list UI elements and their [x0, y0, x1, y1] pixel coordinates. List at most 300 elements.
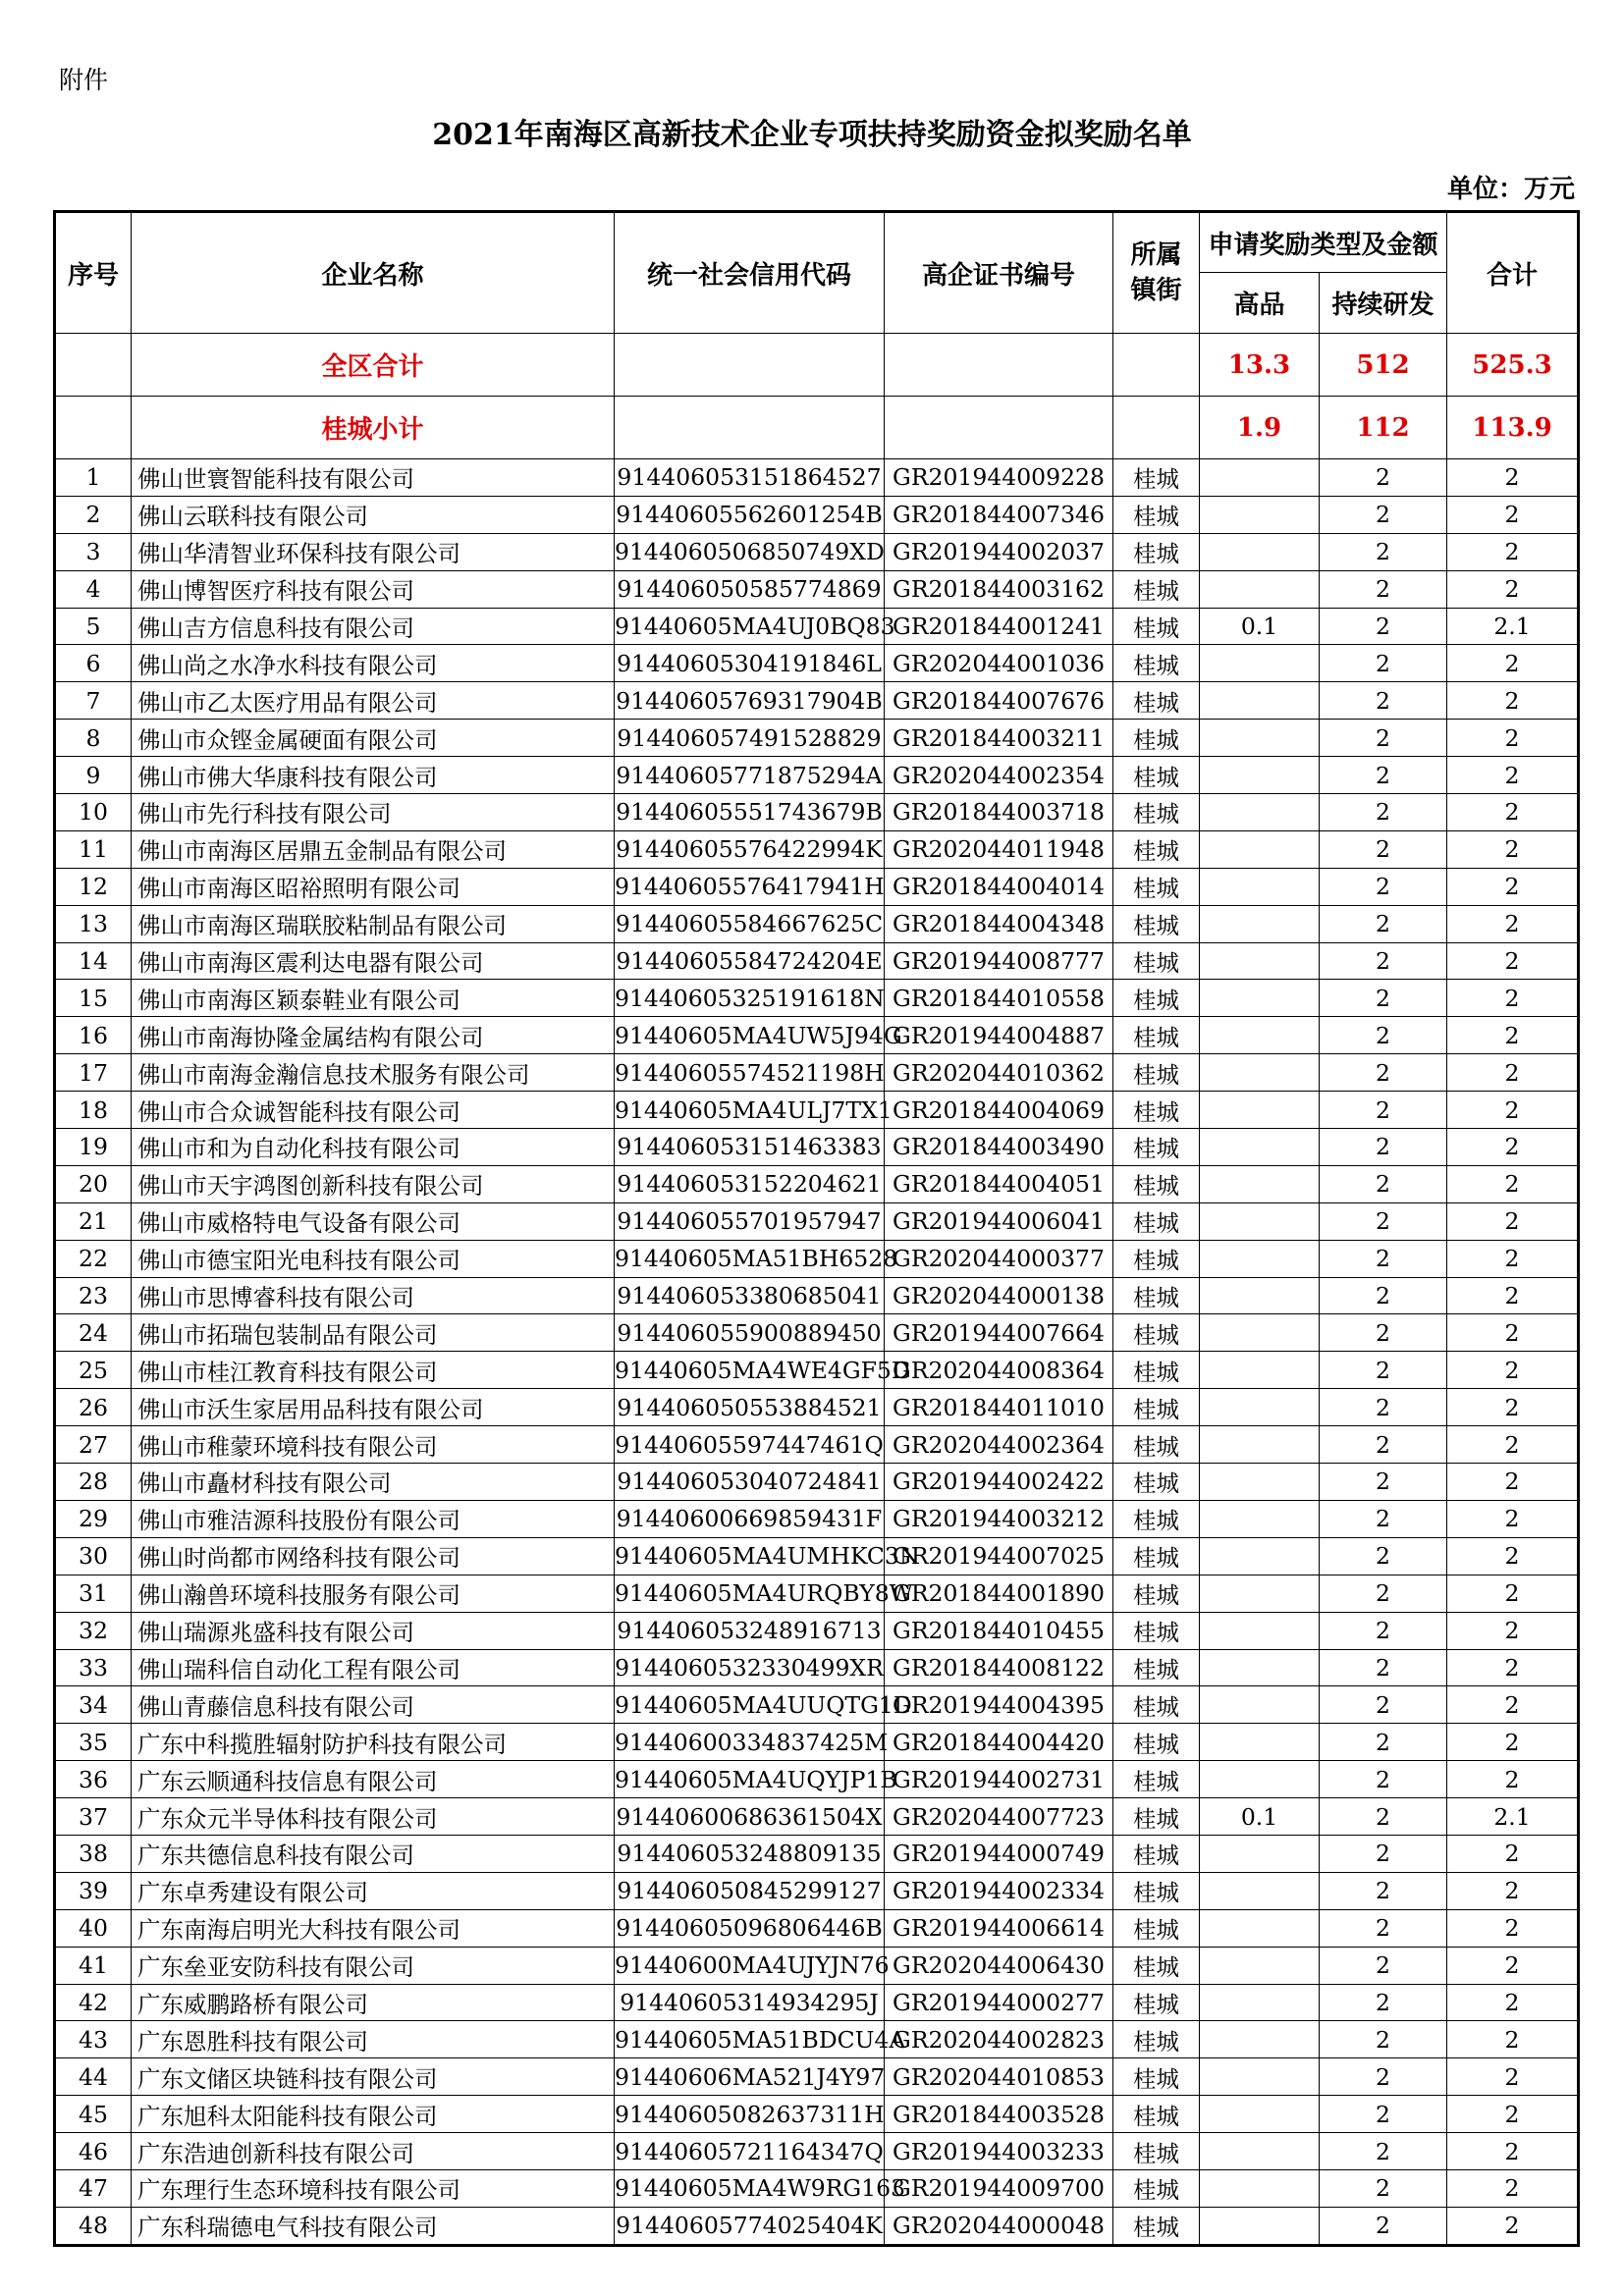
cell-company-name: 佛山青藤信息科技有限公司	[132, 1686, 615, 1724]
cell-award-rd: 2	[1320, 1761, 1447, 1798]
cell-award-hp	[1200, 2096, 1320, 2133]
table-row	[55, 794, 1579, 831]
cell-company-name: 佛山尚之水净水科技有限公司	[132, 645, 615, 682]
cell-total: 2	[1447, 1835, 1579, 1872]
cell-town: 桂城	[1113, 1612, 1200, 1649]
cell-total: 2	[1447, 1537, 1579, 1575]
cell-seq: 14	[55, 942, 132, 980]
cell-award-hp	[1200, 1835, 1320, 1872]
cell-cert-no: GR201944002422	[885, 1464, 1113, 1501]
cell-town: 桂城	[1113, 1165, 1200, 1202]
cell-town: 桂城	[1113, 1761, 1200, 1798]
cell-company-name: 佛山吉方信息科技有限公司	[132, 608, 615, 645]
table-row	[55, 2169, 1579, 2207]
cell-award-rd: 2	[1320, 1649, 1447, 1686]
cell-credit-code: 91440605576417941H	[615, 868, 885, 905]
cell-company-name: 佛山华清智业环保科技有限公司	[132, 533, 615, 570]
cell-total: 2	[1447, 2169, 1579, 2207]
cell-cert-no: GR201944000749	[885, 1835, 1113, 1872]
cell-award-hp	[1200, 496, 1320, 533]
cell-seq: 46	[55, 2133, 132, 2170]
table-row	[55, 2058, 1579, 2096]
header-credit-code: 统一社会信用代码	[615, 212, 885, 334]
table-row	[55, 682, 1579, 720]
cell-seq: 47	[55, 2169, 132, 2207]
cell-total: 2	[1447, 533, 1579, 570]
cell-town: 桂城	[1113, 682, 1200, 720]
cell-seq: 2	[55, 496, 132, 533]
cell-award-hp	[1200, 1500, 1320, 1537]
cell-total: 2	[1447, 1202, 1579, 1240]
cell-seq: 15	[55, 980, 132, 1017]
cell-company-name: 广东南海启明光大科技有限公司	[132, 1909, 615, 1947]
cell-company-name: 广东理行生态环境科技有限公司	[132, 2169, 615, 2207]
cell-award-rd: 2	[1320, 1947, 1447, 1984]
cell-total: 2	[1447, 682, 1579, 720]
cell-seq: 34	[55, 1686, 132, 1724]
cell-award-rd: 2	[1320, 980, 1447, 1017]
cell-seq: 9	[55, 757, 132, 794]
table-row	[55, 608, 1579, 645]
cell-seq: 26	[55, 1389, 132, 1426]
cell-total: 2	[1447, 2021, 1579, 2058]
table-row	[55, 1835, 1579, 1872]
cell-cert-no: GR201844003162	[885, 570, 1113, 608]
cell-award-rd: 2	[1320, 1054, 1447, 1092]
cell-town: 桂城	[1113, 868, 1200, 905]
cell-award-hp	[1200, 905, 1320, 942]
cell-cert-no: GR201844010455	[885, 1612, 1113, 1649]
table-row	[55, 868, 1579, 905]
cell-credit-code: 91440605MA4UJ0BQ83	[615, 608, 885, 645]
cell-company-name: 广东威鹏路桥有限公司	[132, 1984, 615, 2021]
cell-total: 2	[1447, 1761, 1579, 1798]
cell-town: 桂城	[1113, 2169, 1200, 2207]
cell-seq: 24	[55, 1314, 132, 1352]
cell-award-rd: 2	[1320, 1314, 1447, 1352]
cell-seq: 48	[55, 2207, 132, 2245]
cell-cert-no: GR201944000277	[885, 1984, 1113, 2021]
cell-seq: 28	[55, 1464, 132, 1501]
table-row	[55, 496, 1579, 533]
cell-company-name: 佛山市南海金瀚信息技术服务有限公司	[132, 1054, 615, 1092]
cell-town: 桂城	[1113, 1352, 1200, 1389]
cell-award-hp	[1200, 794, 1320, 831]
cell-town: 桂城	[1113, 1500, 1200, 1537]
cell-credit-code: 91440605597447461Q	[615, 1426, 885, 1464]
cell-award-hp: 0.1	[1200, 608, 1320, 645]
guicheng-subtotal-label: 桂城小计	[132, 397, 615, 459]
cell-company-name: 佛山市南海区昭裕照明有限公司	[132, 868, 615, 905]
cell-cert-no: GR202044002364	[885, 1426, 1113, 1464]
cell-cert-no: GR201844011010	[885, 1389, 1113, 1426]
cell-credit-code: 91440600334837425M	[615, 1724, 885, 1761]
cell-seq: 17	[55, 1054, 132, 1092]
cell-cert-no: GR201844004348	[885, 905, 1113, 942]
cell-seq: 5	[55, 608, 132, 645]
cell-total: 2	[1447, 2096, 1579, 2133]
cell-cert-no: GR202044011948	[885, 830, 1113, 868]
cell-company-name: 佛山市雅洁源科技股份有限公司	[132, 1500, 615, 1537]
table-row	[55, 570, 1579, 608]
unit-label: 单位：万元	[1446, 175, 1575, 204]
cell-award-rd: 2	[1320, 1909, 1447, 1947]
cell-cert-no: GR202044000048	[885, 2207, 1113, 2245]
cell-credit-code: 914406050553884521	[615, 1389, 885, 1426]
cell-total: 2	[1447, 1277, 1579, 1314]
cell-credit-code: 91440605MA51BH6528	[615, 1240, 885, 1277]
cell-town: 桂城	[1113, 830, 1200, 868]
cell-cert-no: GR202044007723	[885, 1798, 1113, 1836]
table-row	[55, 2021, 1579, 2058]
cell-total: 2	[1447, 459, 1579, 497]
cell-award-rd: 2	[1320, 2169, 1447, 2207]
district-total-row	[55, 334, 1579, 397]
cell-town: 桂城	[1113, 1017, 1200, 1054]
cell-credit-code: 91440605MA4W9RG163	[615, 2169, 885, 2207]
table-row	[55, 905, 1579, 942]
cell-award-hp	[1200, 1092, 1320, 1129]
cell-cert-no: GR201944003212	[885, 1500, 1113, 1537]
header-total: 合计	[1447, 212, 1579, 334]
cell-award-rd: 2	[1320, 608, 1447, 645]
cell-credit-code: 914406050845299127	[615, 1872, 885, 1909]
table-row	[55, 1129, 1579, 1166]
cell-total: 2	[1447, 1686, 1579, 1724]
cell-credit-code: 91440605769317904B	[615, 682, 885, 720]
table-row	[55, 1575, 1579, 1612]
cell-seq: 3	[55, 533, 132, 570]
cell-seq: 16	[55, 1017, 132, 1054]
cell-company-name: 佛山瑞源兆盛科技有限公司	[132, 1612, 615, 1649]
cell-company-name: 佛山市合众诚智能科技有限公司	[132, 1092, 615, 1129]
cell-award-rd: 2	[1320, 1872, 1447, 1909]
header-town	[1113, 212, 1200, 334]
cell-town: 桂城	[1113, 1575, 1200, 1612]
cell-company-name: 佛山市德宝阳光电科技有限公司	[132, 1240, 615, 1277]
table-row	[55, 942, 1579, 980]
cell-cert-no: GR202044008364	[885, 1352, 1113, 1389]
cell-credit-code: 91440605314934295J	[615, 1984, 885, 2021]
header-award-rd: 持续研发	[1320, 273, 1447, 334]
cell-seq: 25	[55, 1352, 132, 1389]
guicheng-subtotal-sum: 113.9	[1447, 397, 1579, 459]
cell-seq: 18	[55, 1092, 132, 1129]
cell-seq: 12	[55, 868, 132, 905]
cell-town: 桂城	[1113, 1835, 1200, 1872]
cell-credit-code: 91440605MA4ULJ7TX1	[615, 1092, 885, 1129]
cell-seq: 31	[55, 1575, 132, 1612]
cell-seq: 8	[55, 720, 132, 757]
cell-company-name: 佛山市乙太医疗用品有限公司	[132, 682, 615, 720]
table-row	[55, 1352, 1579, 1389]
table-row	[55, 1947, 1579, 1984]
cell-credit-code: 91440605771875294A	[615, 757, 885, 794]
cell-award-rd: 2	[1320, 905, 1447, 942]
cell-credit-code: 914406053151864527	[615, 459, 885, 497]
cell-award-hp	[1200, 1426, 1320, 1464]
cell-award-rd: 2	[1320, 1612, 1447, 1649]
cell-cert-no: GR201844004069	[885, 1092, 1113, 1129]
table-row	[55, 980, 1579, 1017]
header-cert-no: 高企证书编号	[885, 212, 1113, 334]
cell-total: 2	[1447, 1426, 1579, 1464]
cell-credit-code: 914406050585774869	[615, 570, 885, 608]
cell-cert-no: GR201944009700	[885, 2169, 1113, 2207]
cell-total: 2	[1447, 1464, 1579, 1501]
cell-award-hp	[1200, 1314, 1320, 1352]
cell-town: 桂城	[1113, 645, 1200, 682]
cell-company-name: 佛山市威格特电气设备有限公司	[132, 1202, 615, 1240]
cell-total: 2	[1447, 757, 1579, 794]
cell-award-hp	[1200, 1129, 1320, 1166]
guicheng-subtotal-row	[55, 397, 1579, 459]
cell-cert-no: GR201844004051	[885, 1165, 1113, 1202]
cell-cert-no: GR201944007025	[885, 1537, 1113, 1575]
cell-cert-no: GR201844008122	[885, 1649, 1113, 1686]
cell-company-name: 广东旭科太阳能科技有限公司	[132, 2096, 615, 2133]
table-row	[55, 533, 1579, 570]
cell-cert-no: GR201844003718	[885, 794, 1113, 831]
cell-award-hp	[1200, 830, 1320, 868]
cell-seq: 37	[55, 1798, 132, 1836]
cell-town: 桂城	[1113, 1054, 1200, 1092]
cell-company-name: 广东共德信息科技有限公司	[132, 1835, 615, 1872]
cell-total: 2	[1447, 1984, 1579, 2021]
cell-town: 桂城	[1113, 459, 1200, 497]
cell-total: 2	[1447, 720, 1579, 757]
cell-seq: 39	[55, 1872, 132, 1909]
cell-company-name: 佛山市先行科技有限公司	[132, 794, 615, 831]
cell-company-name: 佛山市天宇鸿图创新科技有限公司	[132, 1165, 615, 1202]
cell-award-hp	[1200, 1240, 1320, 1277]
cell-award-rd: 2	[1320, 794, 1447, 831]
cell-credit-code: 91440605576422994K	[615, 830, 885, 868]
cell-town: 桂城	[1113, 1277, 1200, 1314]
cell-town: 桂城	[1113, 570, 1200, 608]
table-row	[55, 1464, 1579, 1501]
cell-cert-no: GR201844001890	[885, 1575, 1113, 1612]
cell-credit-code: 91440605MA4UW5J94G	[615, 1017, 885, 1054]
cell-award-hp	[1200, 1464, 1320, 1501]
cell-award-hp	[1200, 1054, 1320, 1092]
cell-award-rd: 2	[1320, 1724, 1447, 1761]
cell-award-rd: 2	[1320, 1129, 1447, 1166]
header-seq: 序号	[55, 212, 132, 334]
cell-cert-no: GR202044001036	[885, 645, 1113, 682]
cell-total: 2.1	[1447, 608, 1579, 645]
cell-award-rd: 2	[1320, 2133, 1447, 2170]
cell-town: 桂城	[1113, 1686, 1200, 1724]
cell-cert-no: GR201844001241	[885, 608, 1113, 645]
cell-cert-no: GR202044000377	[885, 1240, 1113, 1277]
cell-credit-code: 914406053040724841	[615, 1464, 885, 1501]
cell-credit-code: 91440605304191846L	[615, 645, 885, 682]
cell-award-hp	[1200, 757, 1320, 794]
cell-town: 桂城	[1113, 1464, 1200, 1501]
cell-award-rd: 2	[1320, 720, 1447, 757]
cell-town: 桂城	[1113, 1240, 1200, 1277]
cell-award-hp	[1200, 1165, 1320, 1202]
table-row	[55, 1686, 1579, 1724]
cell-town: 桂城	[1113, 1537, 1200, 1575]
cell-town: 桂城	[1113, 1984, 1200, 2021]
cell-award-rd: 2	[1320, 682, 1447, 720]
cell-total: 2	[1447, 2133, 1579, 2170]
cell-seq: 38	[55, 1835, 132, 1872]
cell-seq: 7	[55, 682, 132, 720]
cell-credit-code: 914406057491528829	[615, 720, 885, 757]
cell-company-name: 佛山市和为自动化科技有限公司	[132, 1129, 615, 1166]
cell-seq: 30	[55, 1537, 132, 1575]
cell-cert-no: GR201944006614	[885, 1909, 1113, 1947]
header-name: 企业名称	[132, 212, 615, 334]
cell-seq: 29	[55, 1500, 132, 1537]
cell-credit-code: 914406053248809135	[615, 1835, 885, 1872]
cell-award-rd: 2	[1320, 496, 1447, 533]
table-row	[55, 459, 1579, 497]
cell-award-hp	[1200, 1537, 1320, 1575]
cell-town: 桂城	[1113, 942, 1200, 980]
cell-award-rd: 2	[1320, 868, 1447, 905]
cell-company-name: 广东众元半导体科技有限公司	[132, 1798, 615, 1836]
cell-credit-code: 9144060506850749XD	[615, 533, 885, 570]
cell-total: 2	[1447, 570, 1579, 608]
district-total-label: 全区合计	[132, 334, 615, 397]
table-row	[55, 2096, 1579, 2133]
cell-award-hp	[1200, 868, 1320, 905]
table-row	[55, 1500, 1579, 1537]
cell-town: 桂城	[1113, 2133, 1200, 2170]
cell-town: 桂城	[1113, 1798, 1200, 1836]
cell-award-rd: 2	[1320, 1277, 1447, 1314]
header-award-hp: 高品	[1200, 273, 1320, 334]
cell-total: 2	[1447, 1612, 1579, 1649]
cell-company-name: 广东浩迪创新科技有限公司	[132, 2133, 615, 2170]
cell-seq: 10	[55, 794, 132, 831]
cell-credit-code: 91440605MA4UMHKC3N	[615, 1537, 885, 1575]
cell-company-name: 佛山市南海协隆金属结构有限公司	[132, 1017, 615, 1054]
table-row	[55, 1724, 1579, 1761]
cell-credit-code: 91440605MA4UUQTG1D	[615, 1686, 885, 1724]
district-total-rd: 512	[1320, 334, 1447, 397]
cell-credit-code: 91440605325191618N	[615, 980, 885, 1017]
cell-town: 桂城	[1113, 1872, 1200, 1909]
cell-town: 桂城	[1113, 1129, 1200, 1166]
cell-town: 桂城	[1113, 757, 1200, 794]
cell-town: 桂城	[1113, 608, 1200, 645]
cell-award-hp	[1200, 1984, 1320, 2021]
cell-total: 2	[1447, 645, 1579, 682]
cell-award-hp	[1200, 1724, 1320, 1761]
cell-award-rd: 2	[1320, 533, 1447, 570]
cell-award-rd: 2	[1320, 942, 1447, 980]
cell-award-hp	[1200, 1277, 1320, 1314]
cell-award-hp	[1200, 1761, 1320, 1798]
district-total-hp: 13.3	[1200, 334, 1320, 397]
cell-credit-code: 91440605551743679B	[615, 794, 885, 831]
cell-seq: 21	[55, 1202, 132, 1240]
cell-award-rd: 2	[1320, 1537, 1447, 1575]
table-row	[55, 1054, 1579, 1092]
cell-award-hp	[1200, 942, 1320, 980]
table-row	[55, 1798, 1579, 1836]
cell-cert-no: GR201944008777	[885, 942, 1113, 980]
cell-seq: 27	[55, 1426, 132, 1464]
cell-cert-no: GR201844004420	[885, 1724, 1113, 1761]
cell-town: 桂城	[1113, 794, 1200, 831]
table-row	[55, 1426, 1579, 1464]
cell-credit-code: 91440605584667625C	[615, 905, 885, 942]
table-row	[55, 1984, 1579, 2021]
table-row	[55, 1872, 1579, 1909]
header-town-line2: 镇街	[1130, 276, 1182, 305]
cell-cert-no: GR202044006430	[885, 1947, 1113, 1984]
cell-credit-code: 91440600686361504X	[615, 1798, 885, 1836]
cell-town: 桂城	[1113, 1724, 1200, 1761]
table-row	[55, 1314, 1579, 1352]
cell-cert-no: GR201844007346	[885, 496, 1113, 533]
table-row	[55, 2207, 1579, 2245]
cell-award-rd: 2	[1320, 645, 1447, 682]
cell-award-hp	[1200, 2021, 1320, 2058]
cell-award-hp	[1200, 1649, 1320, 1686]
cell-company-name: 佛山瀚兽环境科技服务有限公司	[132, 1575, 615, 1612]
cell-award-rd: 2	[1320, 1426, 1447, 1464]
table-row	[55, 1092, 1579, 1129]
cell-seq: 36	[55, 1761, 132, 1798]
cell-award-hp	[1200, 645, 1320, 682]
cell-credit-code: 914406055900889450	[615, 1314, 885, 1352]
cell-credit-code: 91440605082637311H	[615, 2096, 885, 2133]
table-row	[55, 1389, 1579, 1426]
cell-credit-code: 91440605774025404K	[615, 2207, 885, 2245]
cell-company-name: 佛山市思博睿科技有限公司	[132, 1277, 615, 1314]
table-row	[55, 830, 1579, 868]
cell-seq: 6	[55, 645, 132, 682]
cell-award-rd: 2	[1320, 1389, 1447, 1426]
guicheng-subtotal-hp: 1.9	[1200, 397, 1320, 459]
cell-credit-code: 914406055701957947	[615, 1202, 885, 1240]
cell-award-hp	[1200, 1872, 1320, 1909]
cell-total: 2	[1447, 1129, 1579, 1166]
cell-total: 2	[1447, 1017, 1579, 1054]
cell-award-rd: 2	[1320, 459, 1447, 497]
cell-seq: 41	[55, 1947, 132, 1984]
cell-town: 桂城	[1113, 1909, 1200, 1947]
cell-company-name: 佛山市桂江教育科技有限公司	[132, 1352, 615, 1389]
cell-award-rd: 2	[1320, 2021, 1447, 2058]
cell-cert-no: GR202044010853	[885, 2058, 1113, 2096]
cell-total: 2	[1447, 1500, 1579, 1537]
cell-award-rd: 2	[1320, 1092, 1447, 1129]
table-row	[55, 1202, 1579, 1240]
cell-cert-no: GR201844010558	[885, 980, 1113, 1017]
cell-cert-no: GR202044010362	[885, 1054, 1113, 1092]
cell-credit-code: 91440600669859431F	[615, 1500, 885, 1537]
cell-total: 2	[1447, 1352, 1579, 1389]
cell-award-hp	[1200, 1202, 1320, 1240]
cell-award-rd: 2	[1320, 1798, 1447, 1836]
cell-award-hp	[1200, 2133, 1320, 2170]
cell-town: 桂城	[1113, 2021, 1200, 2058]
table-row	[55, 1612, 1579, 1649]
header-award-group: 申请奖励类型及金额	[1200, 212, 1447, 273]
cell-company-name: 广东云顺通科技信息有限公司	[132, 1761, 615, 1798]
cell-award-rd: 2	[1320, 1017, 1447, 1054]
cell-company-name: 佛山瑞科信自动化工程有限公司	[132, 1649, 615, 1686]
table-row	[55, 1277, 1579, 1314]
